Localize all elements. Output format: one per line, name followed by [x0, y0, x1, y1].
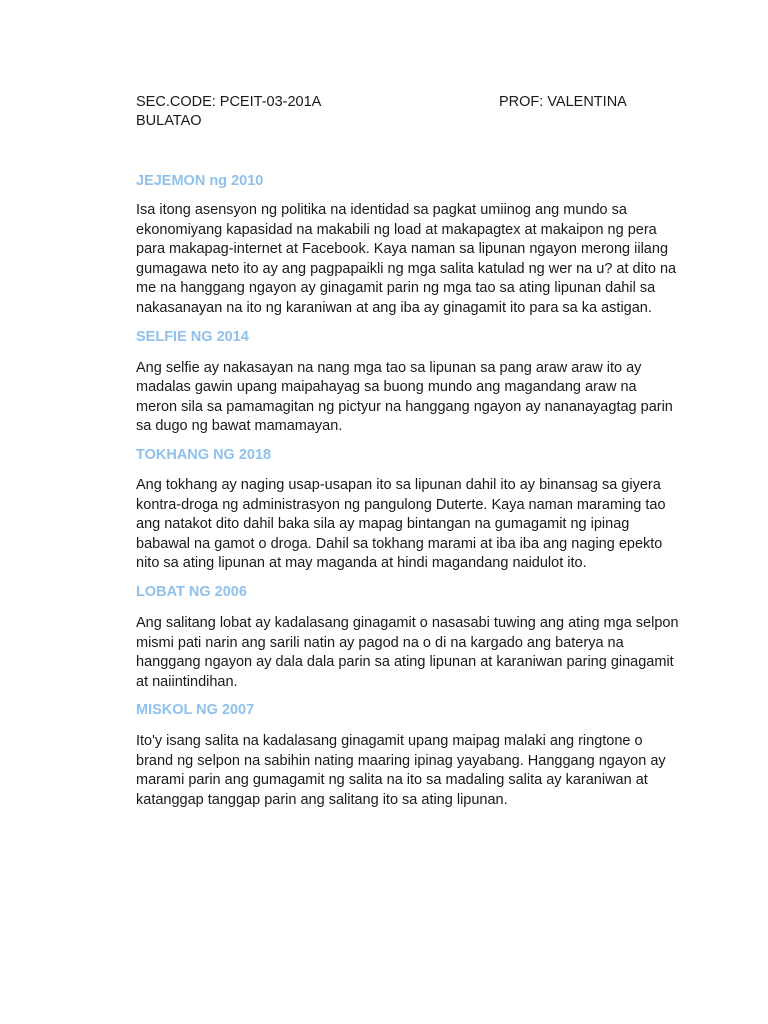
section-body-miskol: Ito'y isang salita na kadalasang ginagamit upang maipag malaki ang ringtone o brand ng selpon na sabihin nating maaring ipinag yayabang. Hanggang ngayon ay marami parin ang gumagamit ng salita na ito sa madaling salita ay karaniwan at katanggap tanggap parin ang salitang ito sa ating lipunan.: [136, 733, 666, 809]
section-body-lobat: Ang salitang lobat ay kadalasang ginagamit o nasasabi tuwing ang ating mga selpon mismi pati narin ang sarili natin ay pagod na o di na kargado ang baterya na hanggang ngayon ay dala dala parin sa ating lipunan at karaniwan paring ginagamit at naiintindihan.: [136, 614, 679, 690]
section-heading-lobat: LOBAT NG 2006: [136, 583, 247, 600]
section-code: SEC.CODE: PCEIT-03-201A: [136, 94, 322, 110]
section-body-tokhang: Ang tokhang ay naging usap-usapan ito sa lipunan dahil ito ay binansag sa giyera kontra-droga ng administrasyon ng pangulong Duterte. Kaya naman maraming tao ang natakot dito dahil baka sila ay mapag bintangan na gumagamit ng ipinag babawal na gamot o droga. Dahil sa tokhang marami at iba iba ang naging epekto nito sa ating lipunan at may maganda at hindi magandang naidulot ito.: [136, 476, 666, 572]
document-page: [136, 93, 681, 811]
document-header: [136, 93, 681, 131]
section-heading-jejemon: JEJEMON ng 2010: [136, 173, 264, 189]
header-row: [136, 93, 681, 112]
section-body-selfie: Ang selfie ay nakasayan na nang mga tao sa lipunan sa pang araw araw ito ay madalas gawin upang maipahayag sa buong mundo ang magandang araw na meron sila sa pamamagitan ng pictyur na hanggang ngayon ay nananayagtag parin sa dugo ng bawat mamamayan.: [136, 359, 673, 435]
section-body-jejemon: Isa itong asensyon ng politika na identidad sa pagkat umiinog ang mundo sa ekonomiyang kapasidad na makabili ng load at makapagtex at makaipon ng pera para makapag-internet at Facebook. Kaya naman sa lipunan ngayon merong iilang gumagawa neto ito ay ang pagpapaikli ng mga salita katulad ng wer na u? at dito na me na hanggang ngayon ay ginagamit parin ng mga tao sa ating lipunan dahil sa nakasanayan na ito ng karaniwan at ang iba ay ginagamit ito para sa ka astigan.: [136, 202, 677, 316]
section-heading-selfie: SELFIE NG 2014: [136, 328, 249, 345]
section-heading-tokhang: TOKHANG NG 2018: [136, 446, 272, 463]
professor-surname: BULATAO: [136, 113, 202, 129]
section-heading-miskol: MISKOL NG 2007: [136, 702, 255, 719]
professor-name: PROF: VALENTINA: [499, 94, 627, 110]
